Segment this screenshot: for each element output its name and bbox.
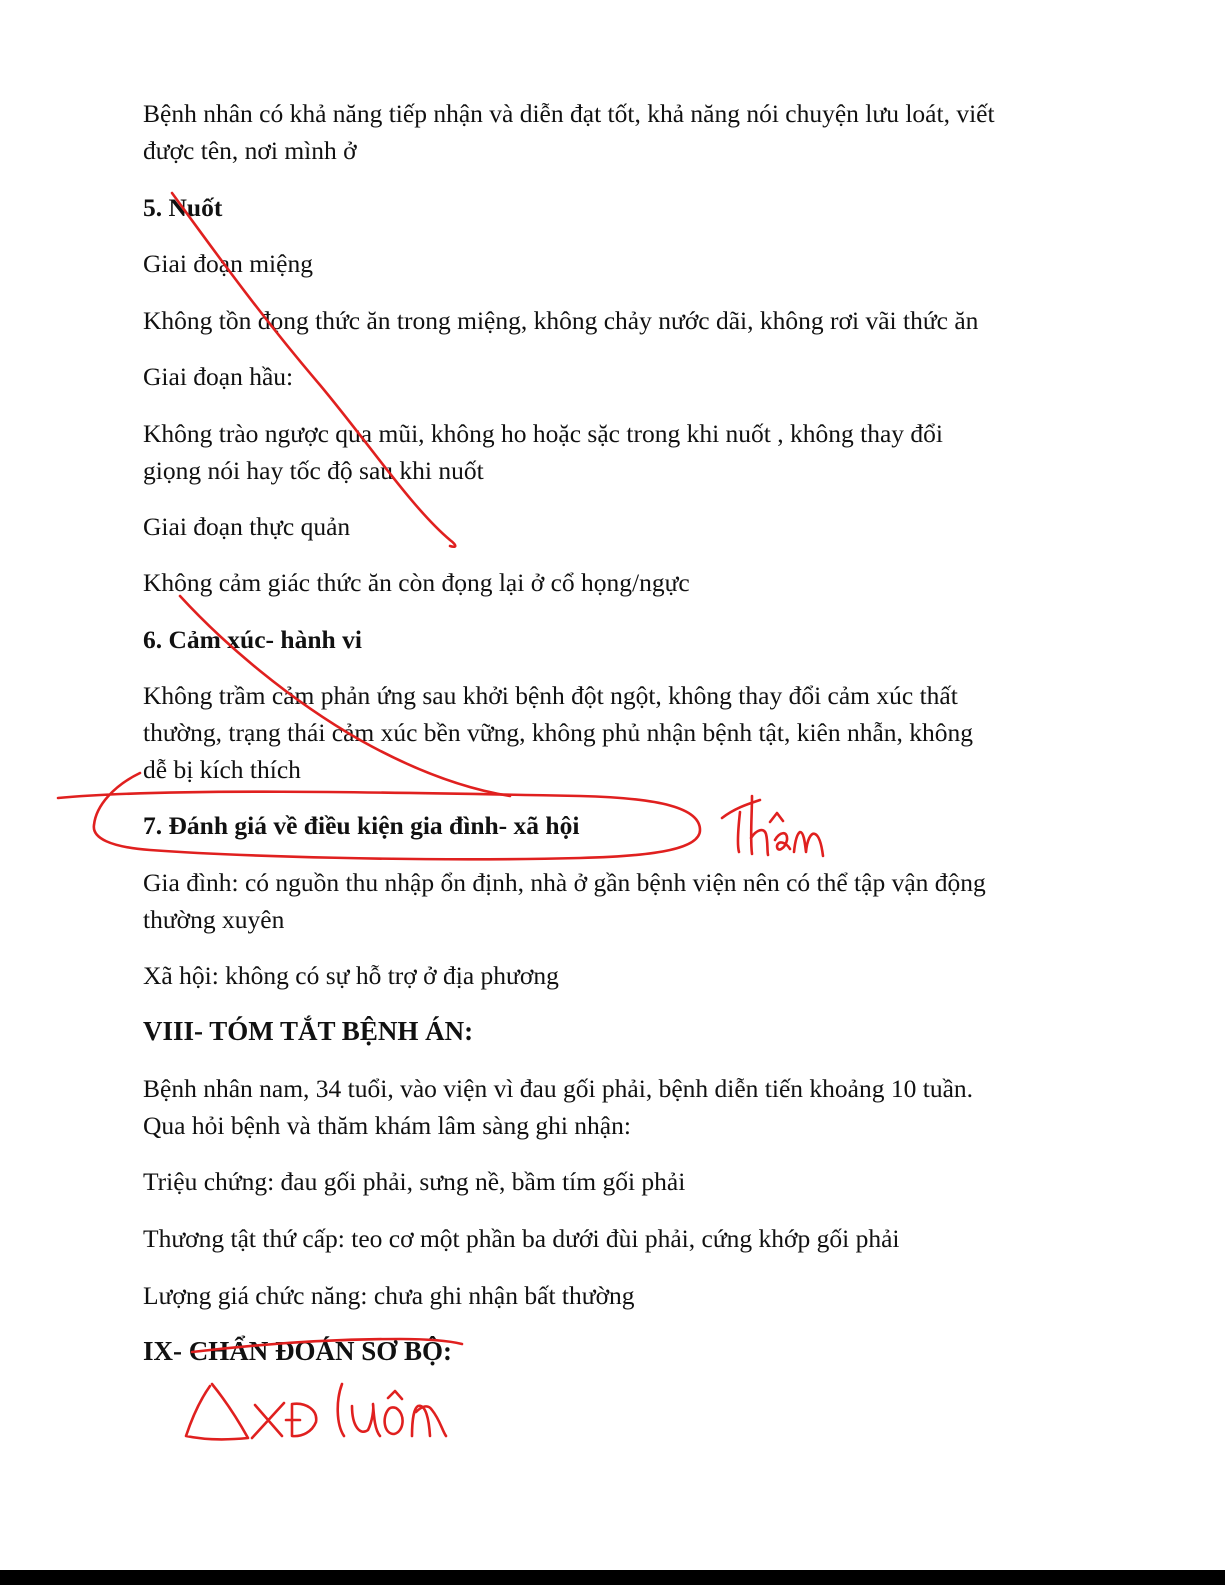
paragraph-line: Không trào ngược qua mũi, không ho hoặc sặc trong khi nuốt , không thay đổi (143, 419, 943, 448)
paragraph-line: Giai đoạn hầu: (143, 362, 294, 391)
paragraph-line: Giai đoạn thực quản (143, 512, 351, 541)
paragraph-line: Không tồn đọng thức ăn trong miệng, không chảy nước dãi, không rơi vãi thức ăn (143, 306, 979, 335)
note-diagnosis-handwriting (186, 1384, 446, 1439)
paragraph-line: giọng nói hay tốc độ sau khi nuốt (143, 456, 484, 485)
paragraph-line: được tên, nơi mình ở (143, 136, 357, 165)
paragraph-line: Không trầm cảm phản ứng sau khởi bệnh đột ngột, không thay đổi cảm xúc thất (143, 681, 958, 710)
section-heading-swallow: 5. Nuốt (143, 193, 223, 222)
paragraph-line: Triệu chứng: đau gối phải, sưng nề, bầm tím gối phải (143, 1167, 686, 1196)
paragraph-line: thường, trạng thái cảm xúc bền vững, không phủ nhận bệnh tật, kiên nhẫn, không (143, 718, 974, 747)
paragraph-line: Thương tật thứ cấp: teo cơ một phần ba dưới đùi phải, cứng khớp gối phải (143, 1224, 900, 1253)
paragraph-line: Gia đình: có nguồn thu nhập ổn định, nhà ở gần bệnh viện nên có thể tập vận động (143, 868, 986, 897)
section-heading-diagnosis: IX- CHẨN ĐOÁN SƠ BỘ: (143, 1336, 453, 1366)
paragraph-line: Giai đoạn miệng (143, 249, 313, 278)
section-heading-family-social: 7. Đánh giá về điều kiện gia đình- xã hội (143, 811, 580, 840)
note-add-handwriting (722, 796, 823, 856)
paragraph-line: Qua hỏi bệnh và thăm khám lâm sàng ghi nhận: (143, 1111, 631, 1140)
paragraph-line: Lượng giá chức năng: chưa ghi nhận bất thường (143, 1281, 635, 1310)
paragraph-line: Bệnh nhân có khả năng tiếp nhận và diễn đạt tốt, khả năng nói chuyện lưu loát, viết (143, 99, 995, 128)
paragraph-line: Xã hội: không có sự hỗ trợ ở địa phương (143, 961, 559, 990)
paragraph-line: Không cảm giác thức ăn còn đọng lại ở cổ họng/ngực (143, 568, 690, 597)
page-bottom-border (0, 1570, 1225, 1585)
section-heading-summary: VIII- TÓM TẮT BỆNH ÁN: (143, 1016, 474, 1046)
paragraph-line: Bệnh nhân nam, 34 tuổi, vào viện vì đau gối phải, bệnh diễn tiến khoảng 10 tuần. (143, 1074, 974, 1103)
paragraph-line: thường xuyên (143, 905, 285, 934)
paragraph-line: dễ bị kích thích (143, 755, 301, 784)
section-heading-emotion: 6. Cảm xúc- hành vi (143, 625, 362, 654)
